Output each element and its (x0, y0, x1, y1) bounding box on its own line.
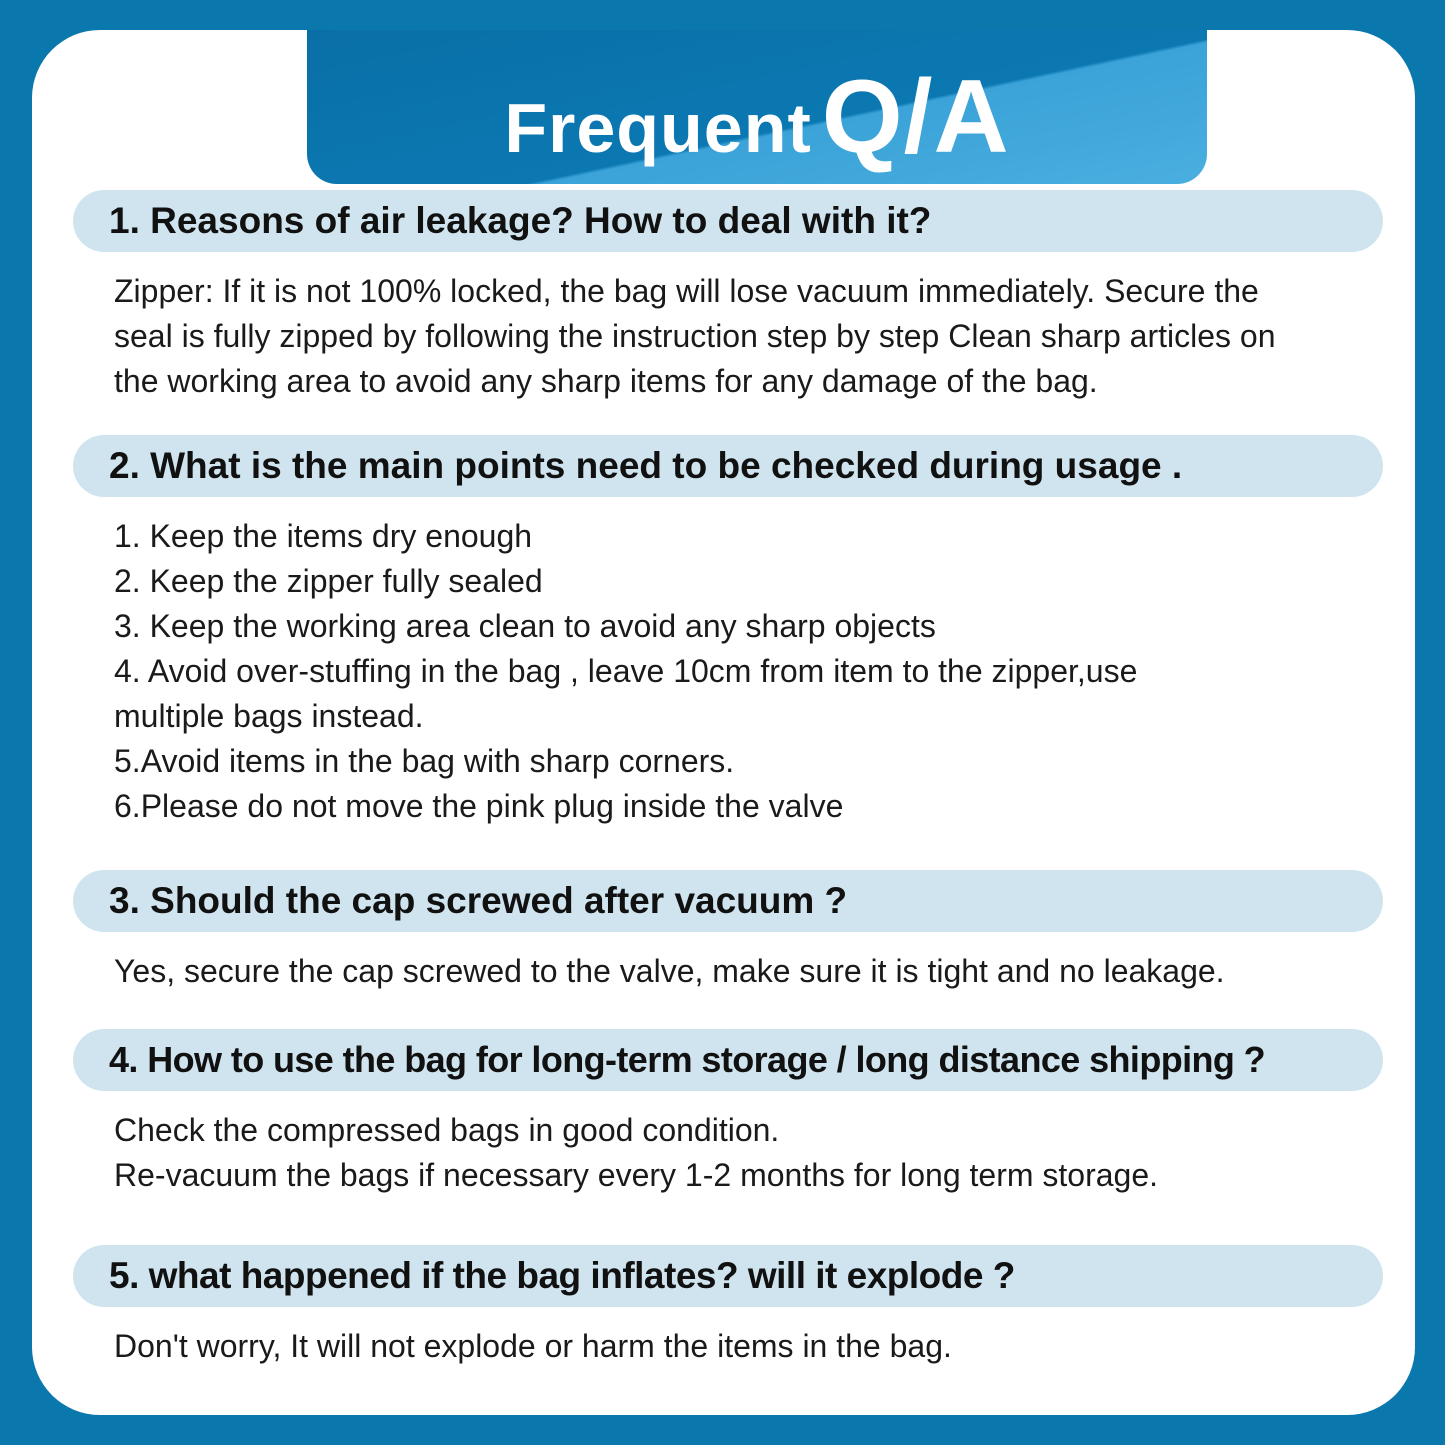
question-bar-3 (73, 870, 1383, 932)
question-bar-5 (73, 1245, 1383, 1307)
question-text-4: 4. How to use the bag for long-term storage / long distance shipping ? (109, 1039, 1266, 1080)
question-bar-1 (73, 190, 1383, 252)
answer-3-line-1: Yes, secure the cap screwed to the valve, make sure it is tight and no leakage. (114, 953, 1225, 989)
answer-5 (114, 1324, 1374, 1369)
answer-1-line-2: seal is fully zipped by following the instruction step by step Clean sharp articles on (114, 318, 1276, 354)
title-qa: Q/A (821, 59, 1010, 175)
answer-4-line-2: Re-vacuum the bags if necessary every 1-2 months for long term storage. (114, 1157, 1159, 1193)
question-bar-4 (73, 1029, 1383, 1091)
title-frequent: Frequent (504, 89, 812, 167)
question-bar-2 (73, 435, 1383, 497)
answer-3 (114, 949, 1374, 994)
answer-2-line-6: 5.Avoid items in the bag with sharp corners. (114, 743, 735, 779)
answer-4-line-1: Check the compressed bags in good condition. (114, 1112, 780, 1148)
answer-1-line-3: the working area to avoid any sharp items for any damage of the bag. (114, 363, 1098, 399)
page-title (307, 58, 1207, 177)
answer-5-line-1: Don't worry, It will not explode or harm the items in the bag. (114, 1328, 952, 1364)
answer-2-line-3: 3. Keep the working area clean to avoid any sharp objects (114, 608, 936, 644)
answer-2-line-2: 2. Keep the zipper fully sealed (114, 563, 543, 599)
answer-1-line-1: Zipper: If it is not 100% locked, the bag will lose vacuum immediately. Secure the (114, 273, 1259, 309)
answer-1 (114, 269, 1374, 404)
answer-2-line-1: 1. Keep the items dry enough (114, 518, 533, 554)
question-text-5: 5. what happened if the bag inflates? will it explode ? (109, 1255, 1015, 1296)
question-text-3: 3. Should the cap screwed after vacuum ? (109, 880, 848, 921)
answer-2-line-7: 6.Please do not move the pink plug inside the valve (114, 788, 844, 824)
answer-2-line-4: 4. Avoid over-stuffing in the bag , leave 10cm from item to the zipper,use (114, 653, 1138, 689)
answer-2 (114, 514, 1374, 829)
question-text-1: 1. Reasons of air leakage? How to deal with it? (109, 200, 932, 241)
answer-2-line-5: multiple bags instead. (114, 698, 424, 734)
answer-4 (114, 1108, 1374, 1198)
header-banner (307, 30, 1207, 184)
question-text-2: 2. What is the main points need to be checked during usage . (109, 445, 1183, 486)
